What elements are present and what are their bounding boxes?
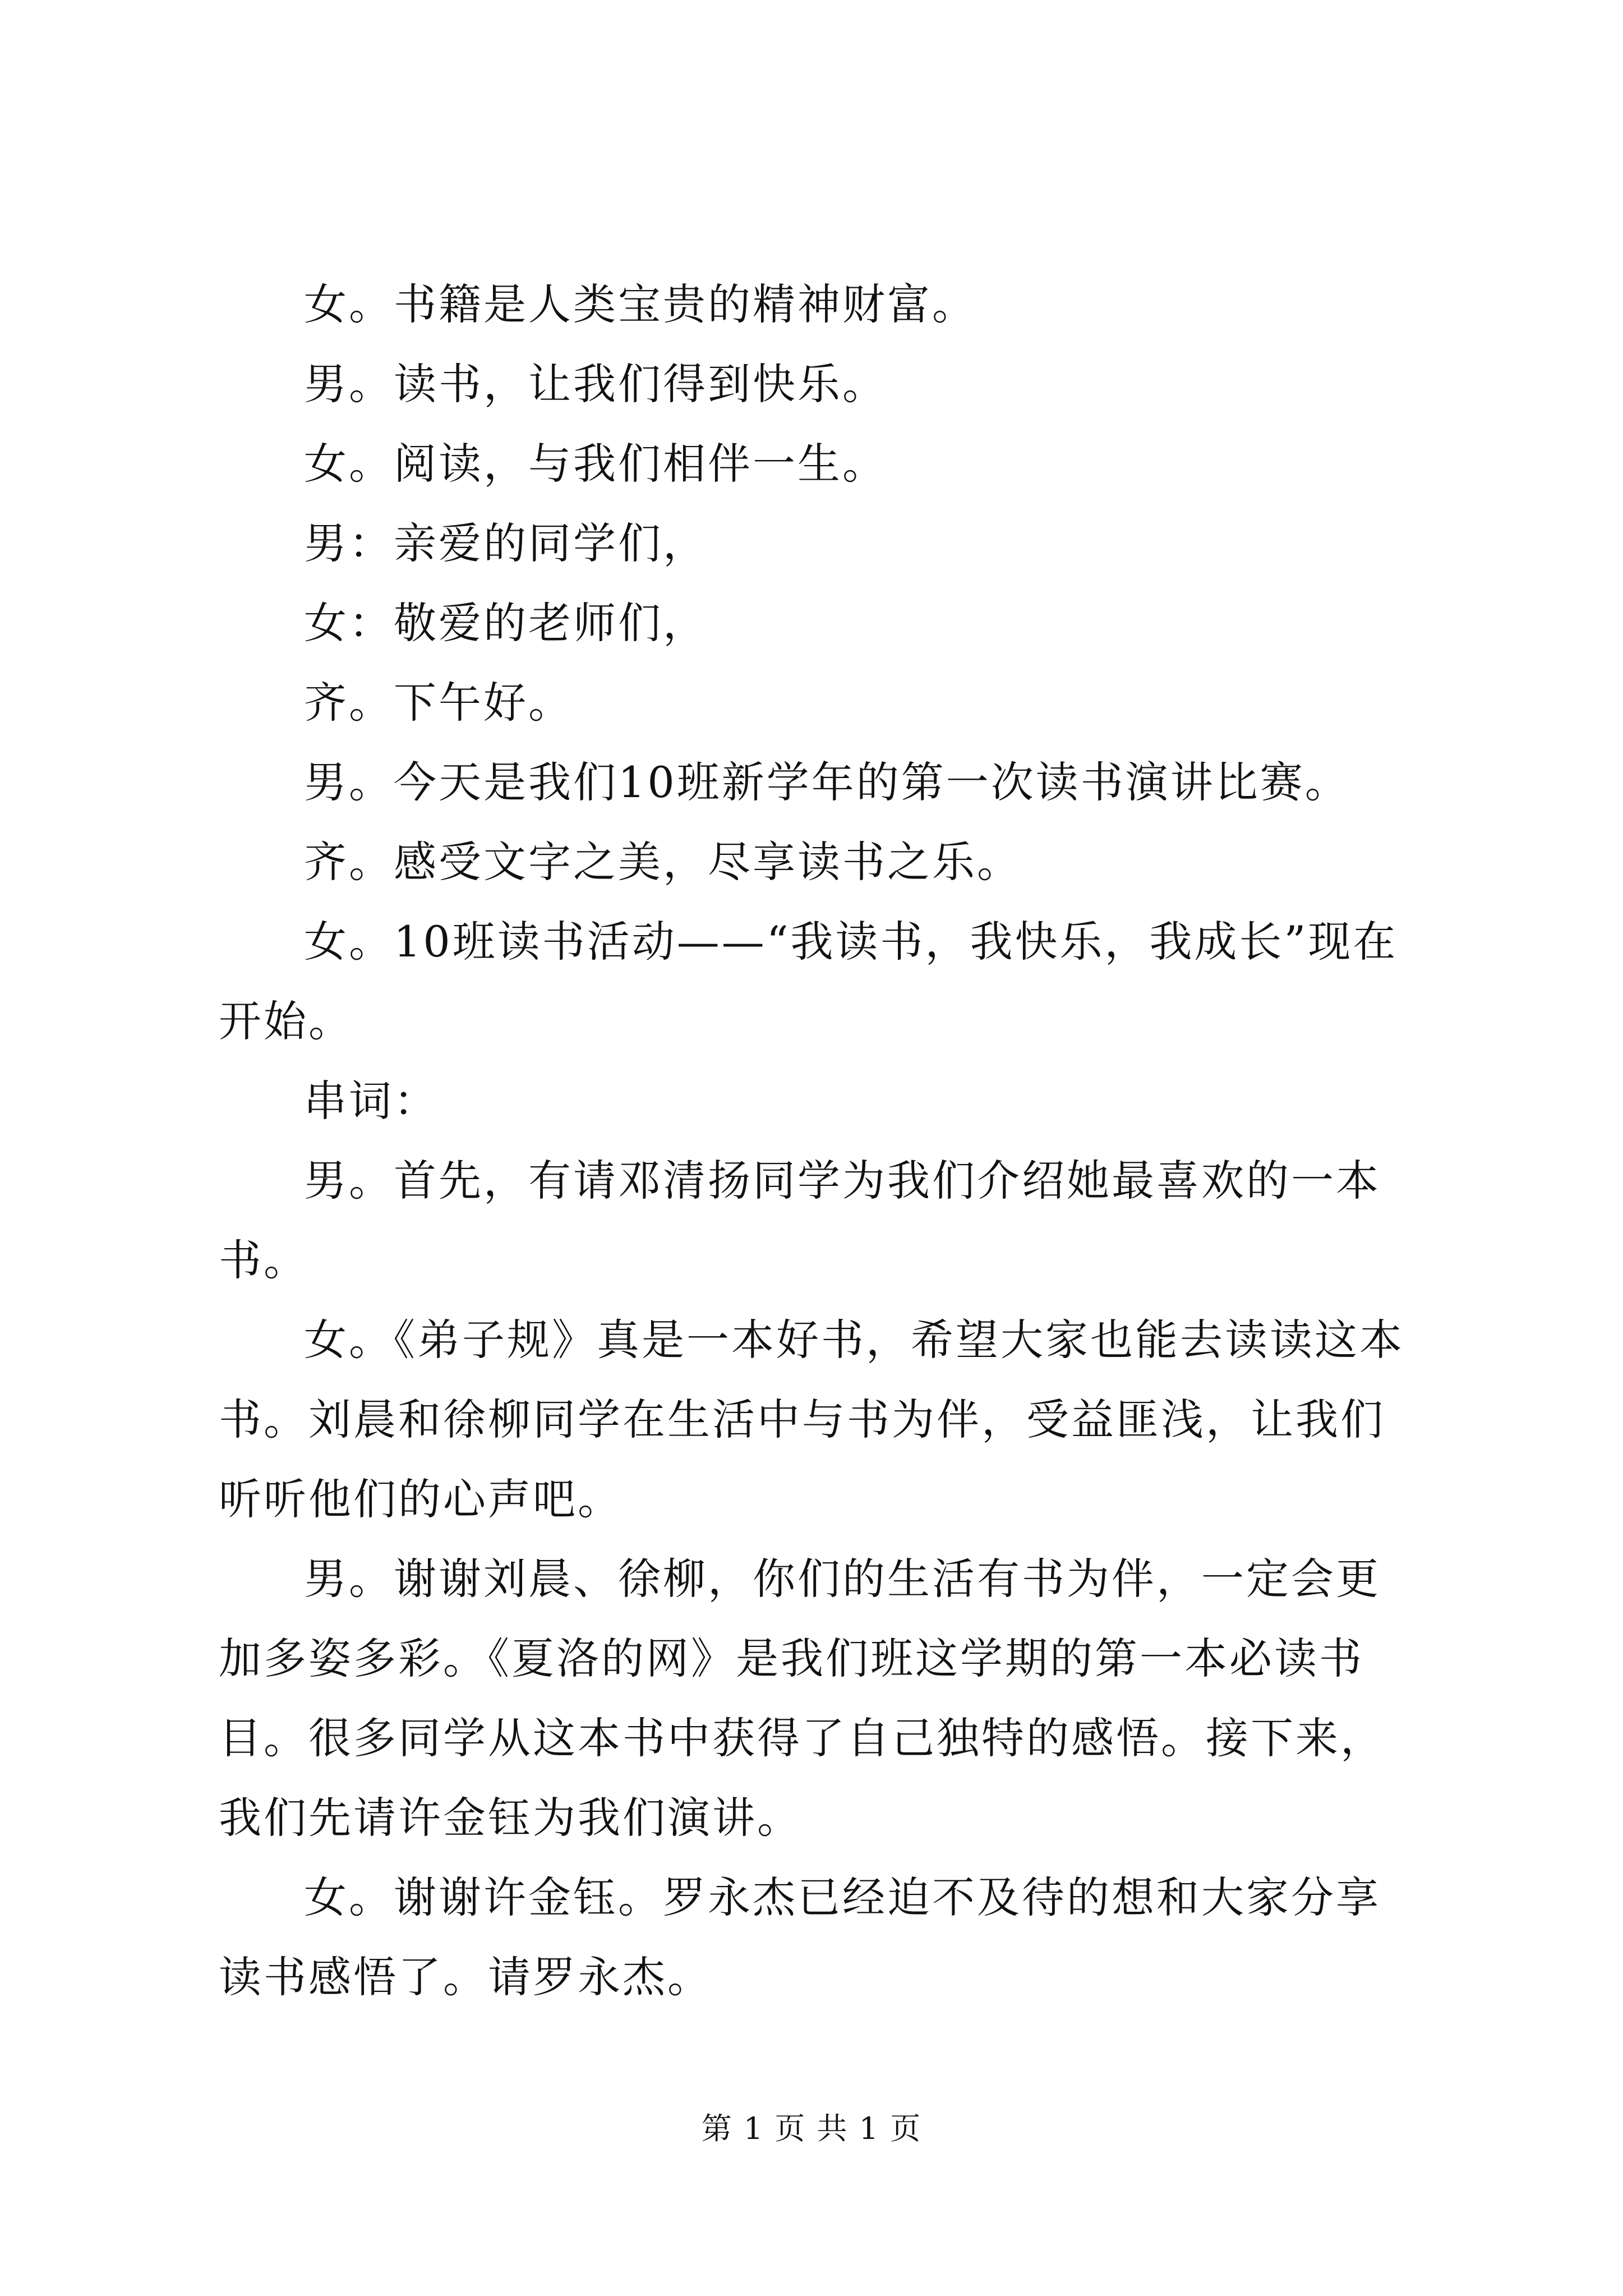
paragraph: 男。今天是我们10班新学年的第一次读书演讲比赛。 (304, 757, 1350, 807)
paragraph: 齐。感受文字之美，尽享读书之乐。 (304, 837, 1022, 887)
paragraph: 女。书籍是人类宝贵的精神财富。 (304, 279, 977, 329)
paragraph: 男。谢谢刘晨、徐柳，你们的生活有书为伴，一定会更加多姿多彩。《夏洛的网》是我们班这学期的第一本必读书目。很多同学从这本书中获得了自己独特的感悟。接下来，我们先请许金钰为我们演讲。 (219, 1554, 1385, 1843)
paragraph: 女。阅读，与我们相伴一生。 (304, 439, 887, 489)
document-body (219, 265, 1413, 2017)
paragraph: 齐。下午好。 (304, 678, 573, 728)
paragraph: 女。谢谢许金钰。罗永杰已经迫不及待的想和大家分享读书感悟了。请罗永杰。 (219, 1872, 1381, 2002)
paragraph: 男。读书，让我们得到快乐。 (304, 359, 887, 409)
paragraph: 串词： (304, 1076, 439, 1126)
paragraph: 女。《弟子规》真是一本好书，希望大家也能去读读这本书。刘晨和徐柳同学在生活中与书为伴，受益匪浅，让我们听听他们的心声吧。 (219, 1315, 1404, 1524)
page-footer: 第 1 页 共 1 页 (701, 2111, 922, 2146)
paragraph: 女。10班读书活动——“我读书，我快乐，我成长”现在开始。 (219, 917, 1398, 1046)
paragraph: 女：敬爱的老师们， (304, 598, 708, 648)
paragraph: 男。首先，有请邓清扬同学为我们介绍她最喜欢的一本书。 (219, 1156, 1381, 1285)
paragraph: 男：亲爱的同学们， (304, 518, 708, 568)
